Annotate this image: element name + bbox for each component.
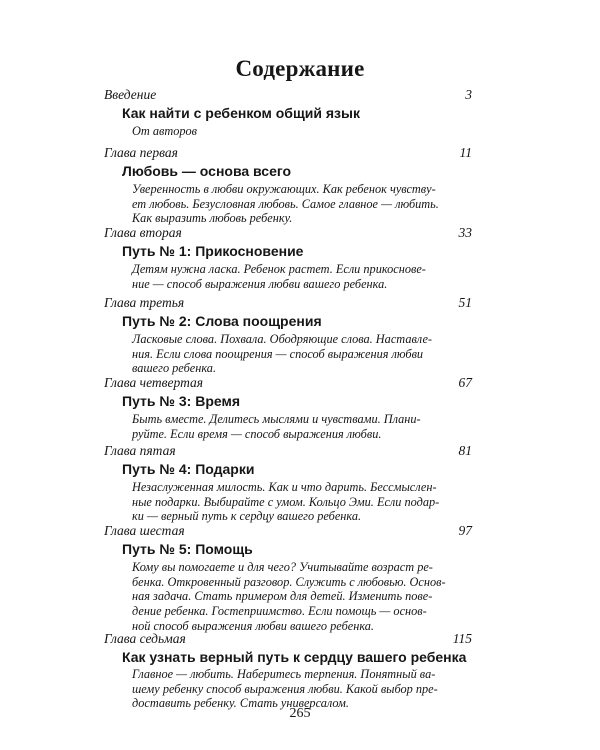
chapter-summary	[132, 412, 476, 441]
summary-line: ние — способ выражения любви вашего ребенка.	[132, 276, 388, 291]
section-page-number: 81	[458, 443, 472, 458]
toc-section-row	[104, 522, 472, 540]
summary-line: Уверенность в любви окружающих. Как ребенок чувству-	[132, 182, 436, 196]
chapter-heading: Как найти с ребенком общий язык	[122, 105, 360, 121]
section-page-number: 33	[458, 225, 472, 240]
section-label: Глава седьмая	[104, 631, 186, 646]
section-label: Введение	[104, 87, 157, 102]
section-page-number: 97	[458, 523, 472, 538]
chapter-summary	[132, 560, 476, 634]
page-title: Содержание	[235, 56, 365, 81]
chapter-heading: Путь № 1: Прикосновение	[122, 243, 304, 259]
chapter-summary	[132, 124, 476, 139]
summary-line: руйте. Если время — способ выражения любви.	[132, 426, 382, 441]
summary-line: шему ребенку способ выражения любви. Какой выбор пре-	[132, 681, 438, 696]
chapter-summary	[132, 182, 476, 226]
toc-section-row	[104, 224, 472, 242]
summary-line: ная задача. Стать примером для детей. Изменить пове-	[132, 589, 433, 604]
section-page-number: 67	[458, 375, 472, 390]
section-page-number: 51	[458, 295, 472, 310]
summary-line: Кому вы помогаете и для чего? Учитывайте возраст ре-	[132, 560, 433, 574]
chapter-heading: Путь № 5: Помощь	[122, 541, 253, 557]
summary-line: ные подарки. Выбирайте с умом. Кольцо Эми. Если подар-	[132, 494, 440, 509]
summary-line: вашего ребенка.	[132, 361, 217, 376]
toc-section-row	[104, 144, 472, 162]
toc-section-row	[104, 442, 472, 460]
chapter-summary	[132, 332, 476, 376]
summary-line: бенка. Откровенный разговор. Служить с любовью. Основ-	[132, 574, 446, 589]
section-label: Глава вторая	[104, 225, 182, 240]
chapter-heading: Путь № 3: Время	[122, 393, 240, 409]
section-label: Глава шестая	[104, 523, 185, 538]
page-number: 265	[289, 706, 311, 721]
summary-line: Как выразить любовь ребенку.	[132, 211, 293, 226]
summary-line: Ласковые слова. Похвала. Ободряющие слова. Наставле-	[132, 332, 433, 346]
summary-line: доставить ребенку. Стать универсалом.	[132, 696, 349, 711]
chapter-heading: Путь № 2: Слова поощрения	[122, 313, 322, 329]
chapter-summary	[132, 667, 476, 711]
summary-line: ки — верный путь к сердцу вашего ребенка.	[132, 509, 362, 524]
summary-line: Незаслуженная милость. Как и что дарить. Бессмыслен-	[132, 480, 437, 494]
section-page-number: 115	[452, 631, 472, 646]
section-label: Глава первая	[104, 145, 178, 160]
summary-line: ния. Если слова поощрения — способ выражения любви	[132, 346, 424, 361]
section-label: Глава третья	[104, 295, 185, 310]
summary-line: ной способ выражения любви вашего ребенка.	[132, 618, 374, 633]
toc-section-row	[104, 294, 472, 312]
summary-line: Детям нужна ласка. Ребенок растет. Если прикоснове-	[132, 262, 426, 276]
summary-line: От авторов	[132, 124, 197, 138]
chapter-summary	[132, 262, 476, 291]
toc-section-row	[104, 86, 472, 104]
summary-line: ет любовь. Безусловная любовь. Самое главное — любить.	[132, 196, 439, 211]
summary-line: дение ребенка. Гостеприимство. Если помощь — основ-	[132, 604, 427, 619]
section-page-number: 3	[465, 87, 472, 102]
toc-section-row	[104, 630, 472, 648]
chapter-heading: Любовь — основа всего	[122, 163, 292, 179]
section-page-number: 11	[459, 145, 472, 160]
chapter-summary	[132, 480, 476, 524]
summary-line: Быть вместе. Делитесь мыслями и чувствами. Плани-	[132, 412, 421, 426]
section-label: Глава пятая	[104, 443, 176, 458]
summary-line: Главное — любить. Наберитесь терпения. Понятный ва-	[132, 667, 436, 681]
chapter-heading: Как узнать верный путь к сердцу вашего ребенка	[122, 649, 467, 665]
toc-section-row	[104, 374, 472, 392]
section-label: Глава четвертая	[104, 375, 204, 390]
chapter-heading: Путь № 4: Подарки	[122, 461, 255, 477]
